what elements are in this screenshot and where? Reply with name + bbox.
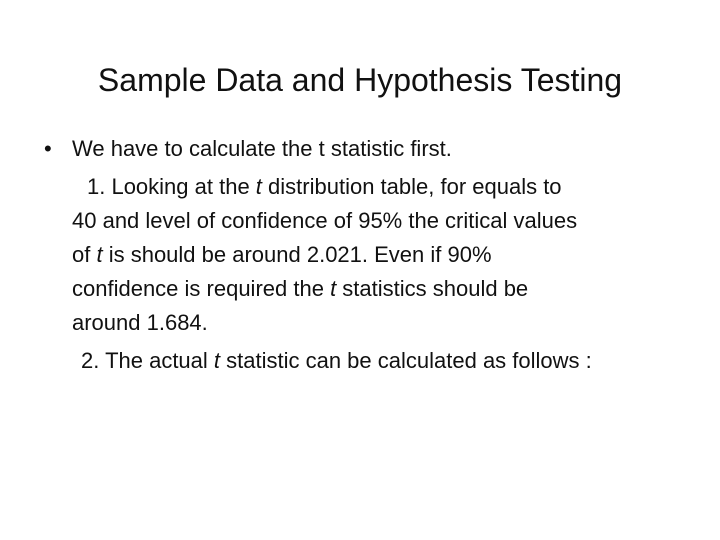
slide-title: Sample Data and Hypothesis Testing [97, 62, 623, 98]
item2-part-b: statistic can be calculated as follows : [220, 348, 592, 373]
bullet-marker: • [44, 136, 52, 161]
item2-line [81, 344, 592, 378]
item1-line5: around 1.684. [72, 310, 208, 335]
item1-line3-t-symbol: t [96, 242, 103, 267]
item1-line2: 40 and level of confidence of 95% the critical values [72, 208, 578, 233]
item2-part-a: 2. The actual [81, 348, 214, 373]
item1-line4-part-a: confidence is required the [72, 276, 331, 301]
item1-line1-part-b: distribution table, for equals to [261, 174, 562, 199]
bullet-text: We have to calculate the t statistic first. [72, 136, 452, 161]
item1-line1 [87, 170, 562, 204]
item1-line3-part-b: is should be around 2.021. Even if 90% [102, 242, 492, 267]
item1-line4-t-symbol: t [330, 276, 337, 301]
item1-line4-part-b: statistics should be [336, 276, 529, 301]
item1-line1-part-a: 1. Looking at the [87, 174, 256, 199]
item1-line1-t-symbol: t [255, 174, 262, 199]
item1-line4 [72, 272, 528, 306]
item1-line3 [72, 238, 492, 272]
item2-t-symbol: t [213, 348, 221, 373]
item1-line3-part-a: of [72, 242, 97, 267]
